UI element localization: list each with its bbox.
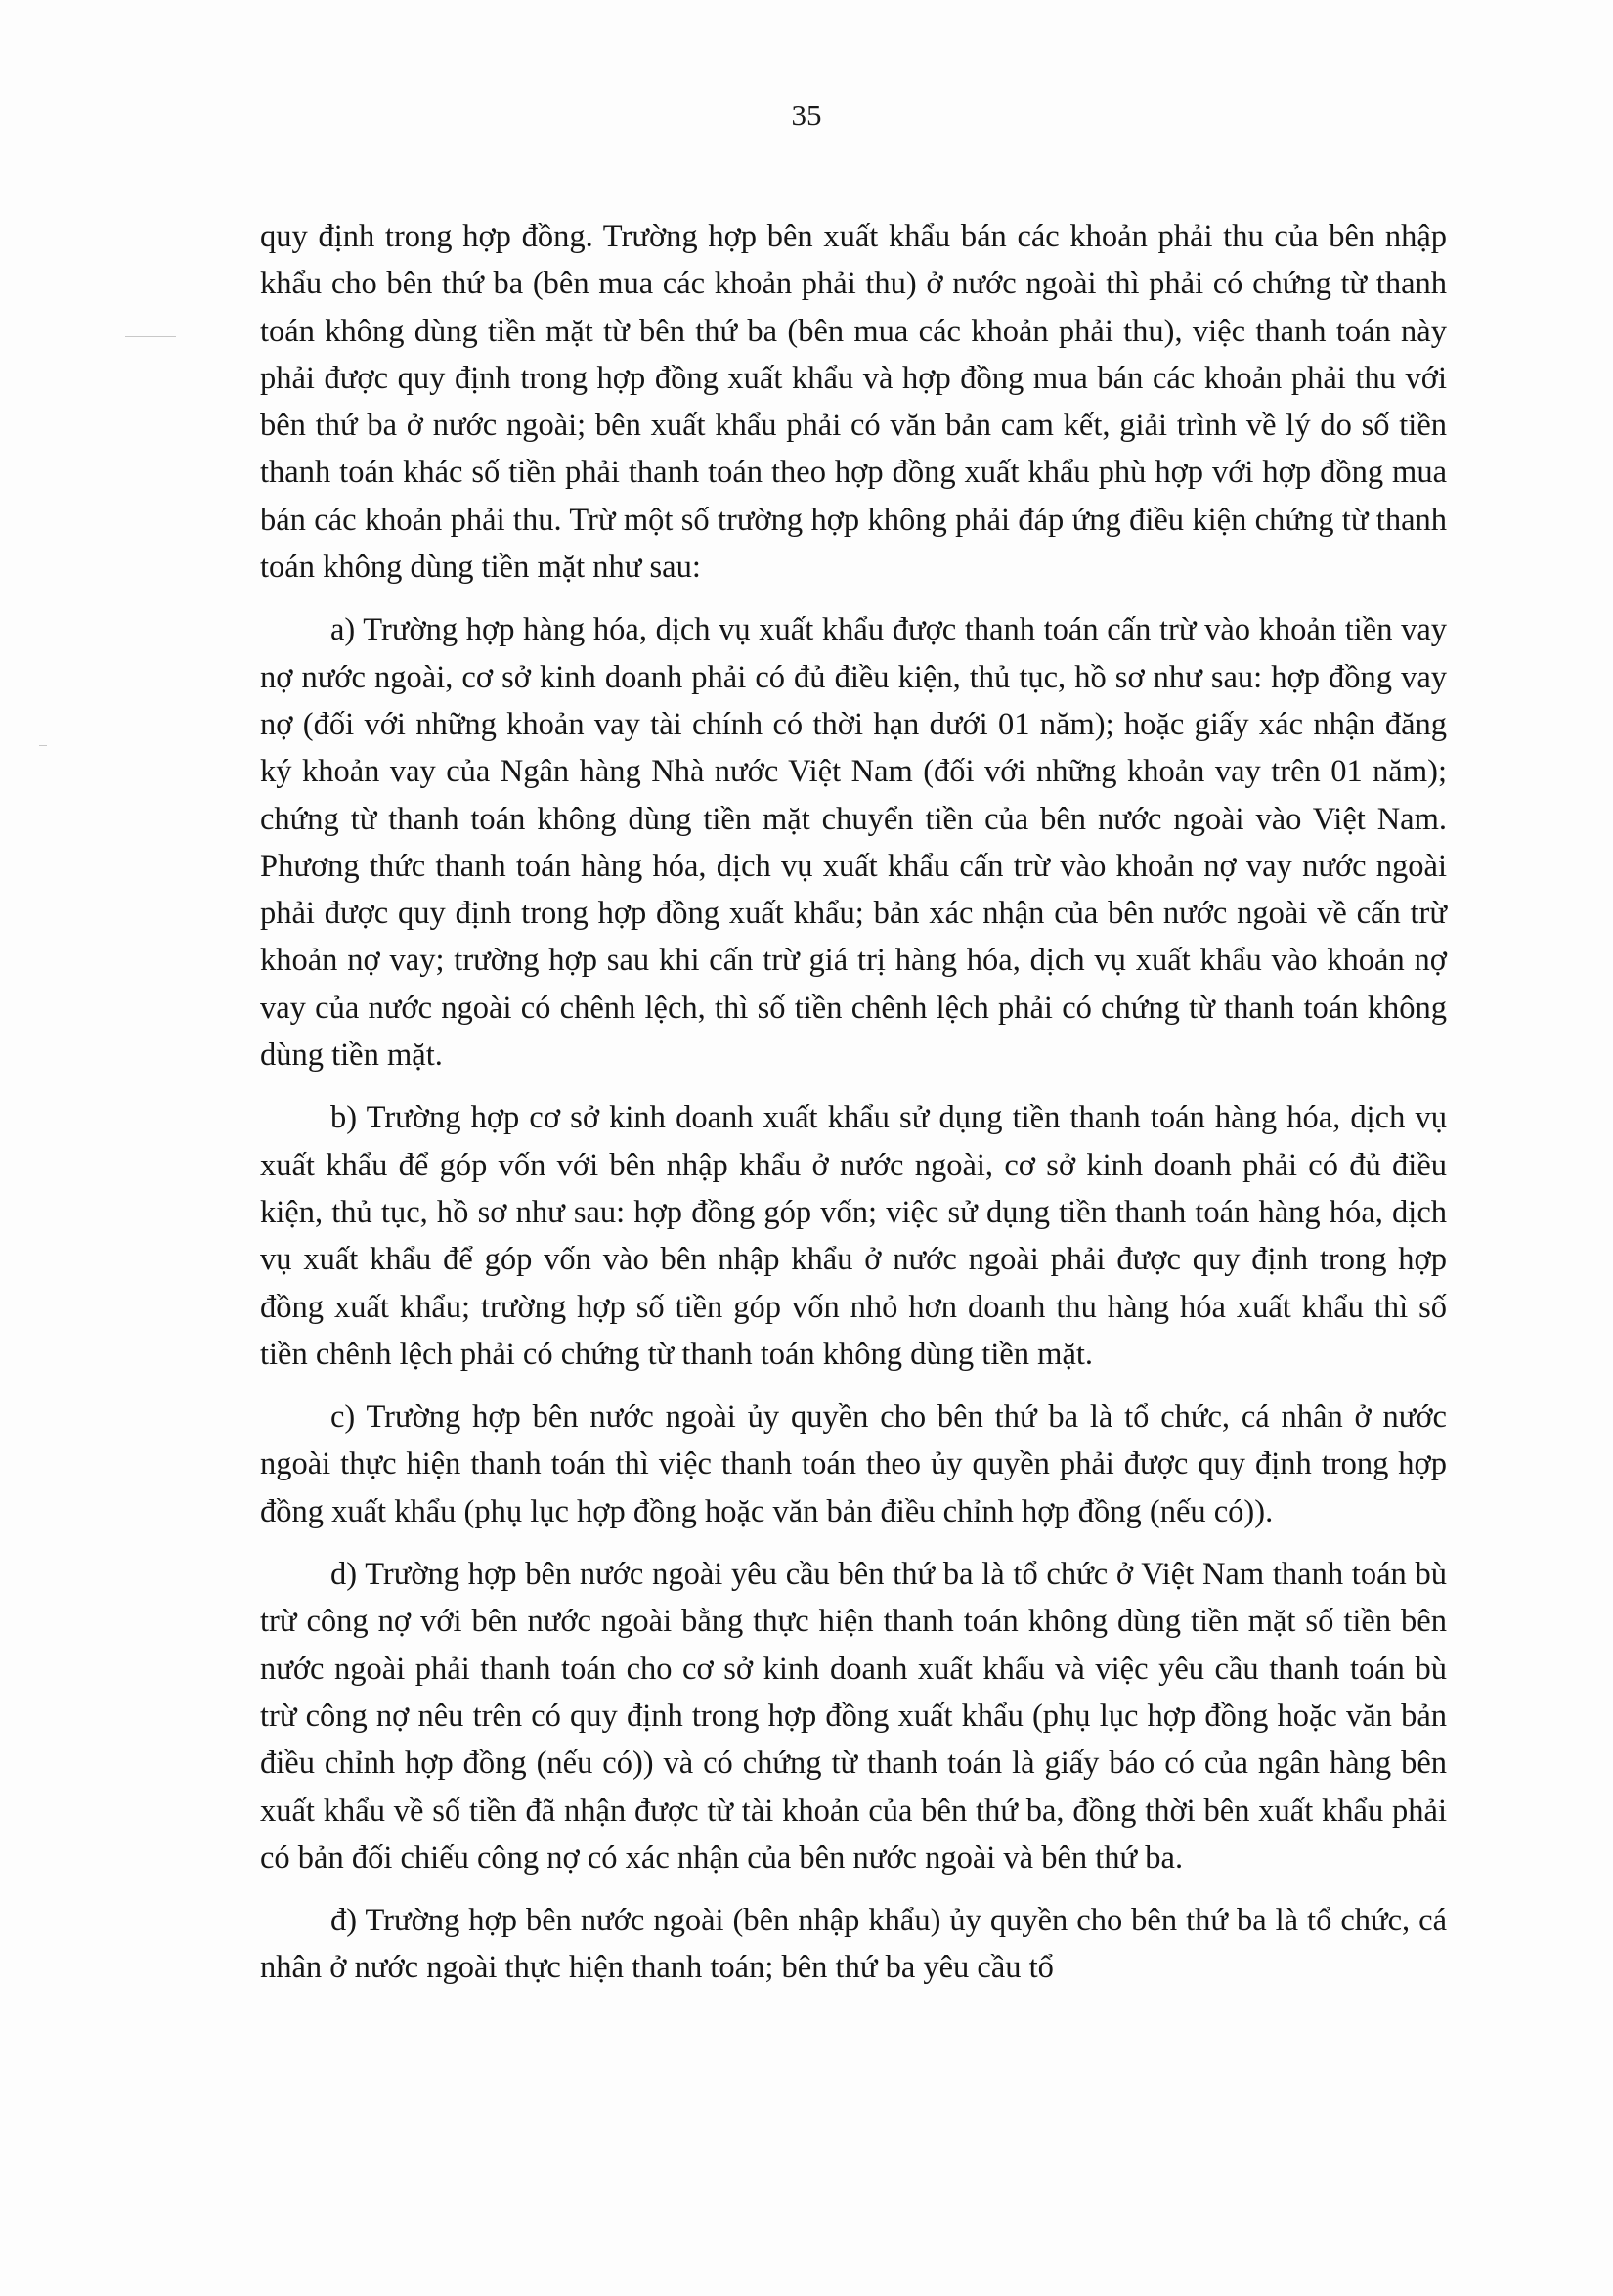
paragraph-item-d: d) Trường hợp bên nước ngoài yêu cầu bên thứ ba là tổ chức ở Việt Nam thanh toán bù trừ công nợ với bên nước ngoài bằng thực hiện thanh toán không dùng tiền mặt số tiền bên nước ngoài phải thanh toán cho cơ sở kinh doanh xuất khẩu và việc yêu cầu thanh toán bù trừ công nợ nêu trên có quy định trong hợp đồng xuất khẩu (phụ lục hợp đồng hoặc văn bản điều chỉnh hợp đồng (nếu có)) và có chứng từ thanh toán là giấy báo có của ngân hàng bên xuất khẩu về số tiền đã nhận được từ tài khoản của bên thứ ba, đồng thời bên xuất khẩu phải có bản đối chiếu công nợ có xác nhận của bên nước ngoài và bên thứ ba.: [260, 1557, 1447, 1876]
paragraph-item-c: c) Trường hợp bên nước ngoài ủy quyền cho bên thứ ba là tổ chức, cá nhân ở nước ngoài thực hiện thanh toán thì việc thanh toán theo ủy quyền phải được quy định trong hợp đồng xuất khẩu (phụ lục hợp đồng hoặc văn bản điều chỉnh hợp đồng (nếu có)).: [260, 1399, 1447, 1529]
page-number: 35: [791, 98, 822, 132]
scan-artifact-dot: [39, 745, 47, 746]
paragraph-item-b: b) Trường hợp cơ sở kinh doanh xuất khẩu sử dụng tiền thanh toán hàng hóa, dịch vụ xuất khẩu để góp vốn với bên nhập khẩu ở nước ngoài, cơ sở kinh doanh phải có đủ điều kiện, thủ tục, hồ sơ như sau: hợp đồng góp vốn; việc sử dụng tiền thanh toán hàng hóa, dịch vụ xuất khẩu để góp vốn vào bên nhập khẩu ở nước ngoài phải được quy định trong hợp đồng xuất khẩu; trường hợp số tiền góp vốn nhỏ hơn doanh thu hàng hóa xuất khẩu thì số tiền chênh lệch phải có chứng từ thanh toán không dùng tiền mặt.: [260, 1100, 1447, 1372]
paragraph-continuation: quy định trong hợp đồng. Trường hợp bên xuất khẩu bán các khoản phải thu của bên nhập khẩu cho bên thứ ba (bên mua các khoản phải thu) ở nước ngoài thì phải có chứng từ thanh toán không dùng tiền mặt từ bên thứ ba (bên mua các khoản phải thu), việc thanh toán này phải được quy định trong hợp đồng xuất khẩu và hợp đồng mua bán các khoản phải thu với bên thứ ba ở nước ngoài; bên xuất khẩu phải có văn bản cam kết, giải trình về lý do số tiền thanh toán khác số tiền phải thanh toán theo hợp đồng xuất khẩu phù hợp với hợp đồng mua bán các khoản phải thu. Trừ một số trường hợp không phải đáp ứng điều kiện chứng từ thanh toán không dùng tiền mặt như sau:: [260, 219, 1447, 586]
document-body: [260, 213, 1447, 2008]
paragraph-item-dd: đ) Trường hợp bên nước ngoài (bên nhập khẩu) ủy quyền cho bên thứ ba là tổ chức, cá nhân ở nước ngoài thực hiện thanh toán; bên thứ ba yêu cầu tổ: [260, 1903, 1447, 1986]
paragraph-item-a: a) Trường hợp hàng hóa, dịch vụ xuất khẩu được thanh toán cấn trừ vào khoản tiền vay nợ nước ngoài, cơ sở kinh doanh phải có đủ điều kiện, thủ tục, hồ sơ như sau: hợp đồng vay nợ (đối với những khoản vay tài chính có thời hạn dưới 01 năm); hoặc giấy xác nhận đăng ký khoản vay của Ngân hàng Nhà nước Việt Nam (đối với những khoản vay trên 01 năm); chứng từ thanh toán không dùng tiền mặt chuyển tiền của bên nước ngoài vào Việt Nam. Phương thức thanh toán hàng hóa, dịch vụ xuất khẩu cấn trừ vào khoản nợ vay nước ngoài phải được quy định trong hợp đồng xuất khẩu; bản xác nhận của bên nước ngoài về cấn trừ khoản nợ vay; trường hợp sau khi cấn trừ giá trị hàng hóa, dịch vụ xuất khẩu vào khoản nợ vay của nước ngoài có chênh lệch, thì số tiền chênh lệch phải có chứng từ thanh toán không dùng tiền mặt.: [260, 612, 1447, 1074]
scan-artifact-line: [125, 336, 176, 337]
